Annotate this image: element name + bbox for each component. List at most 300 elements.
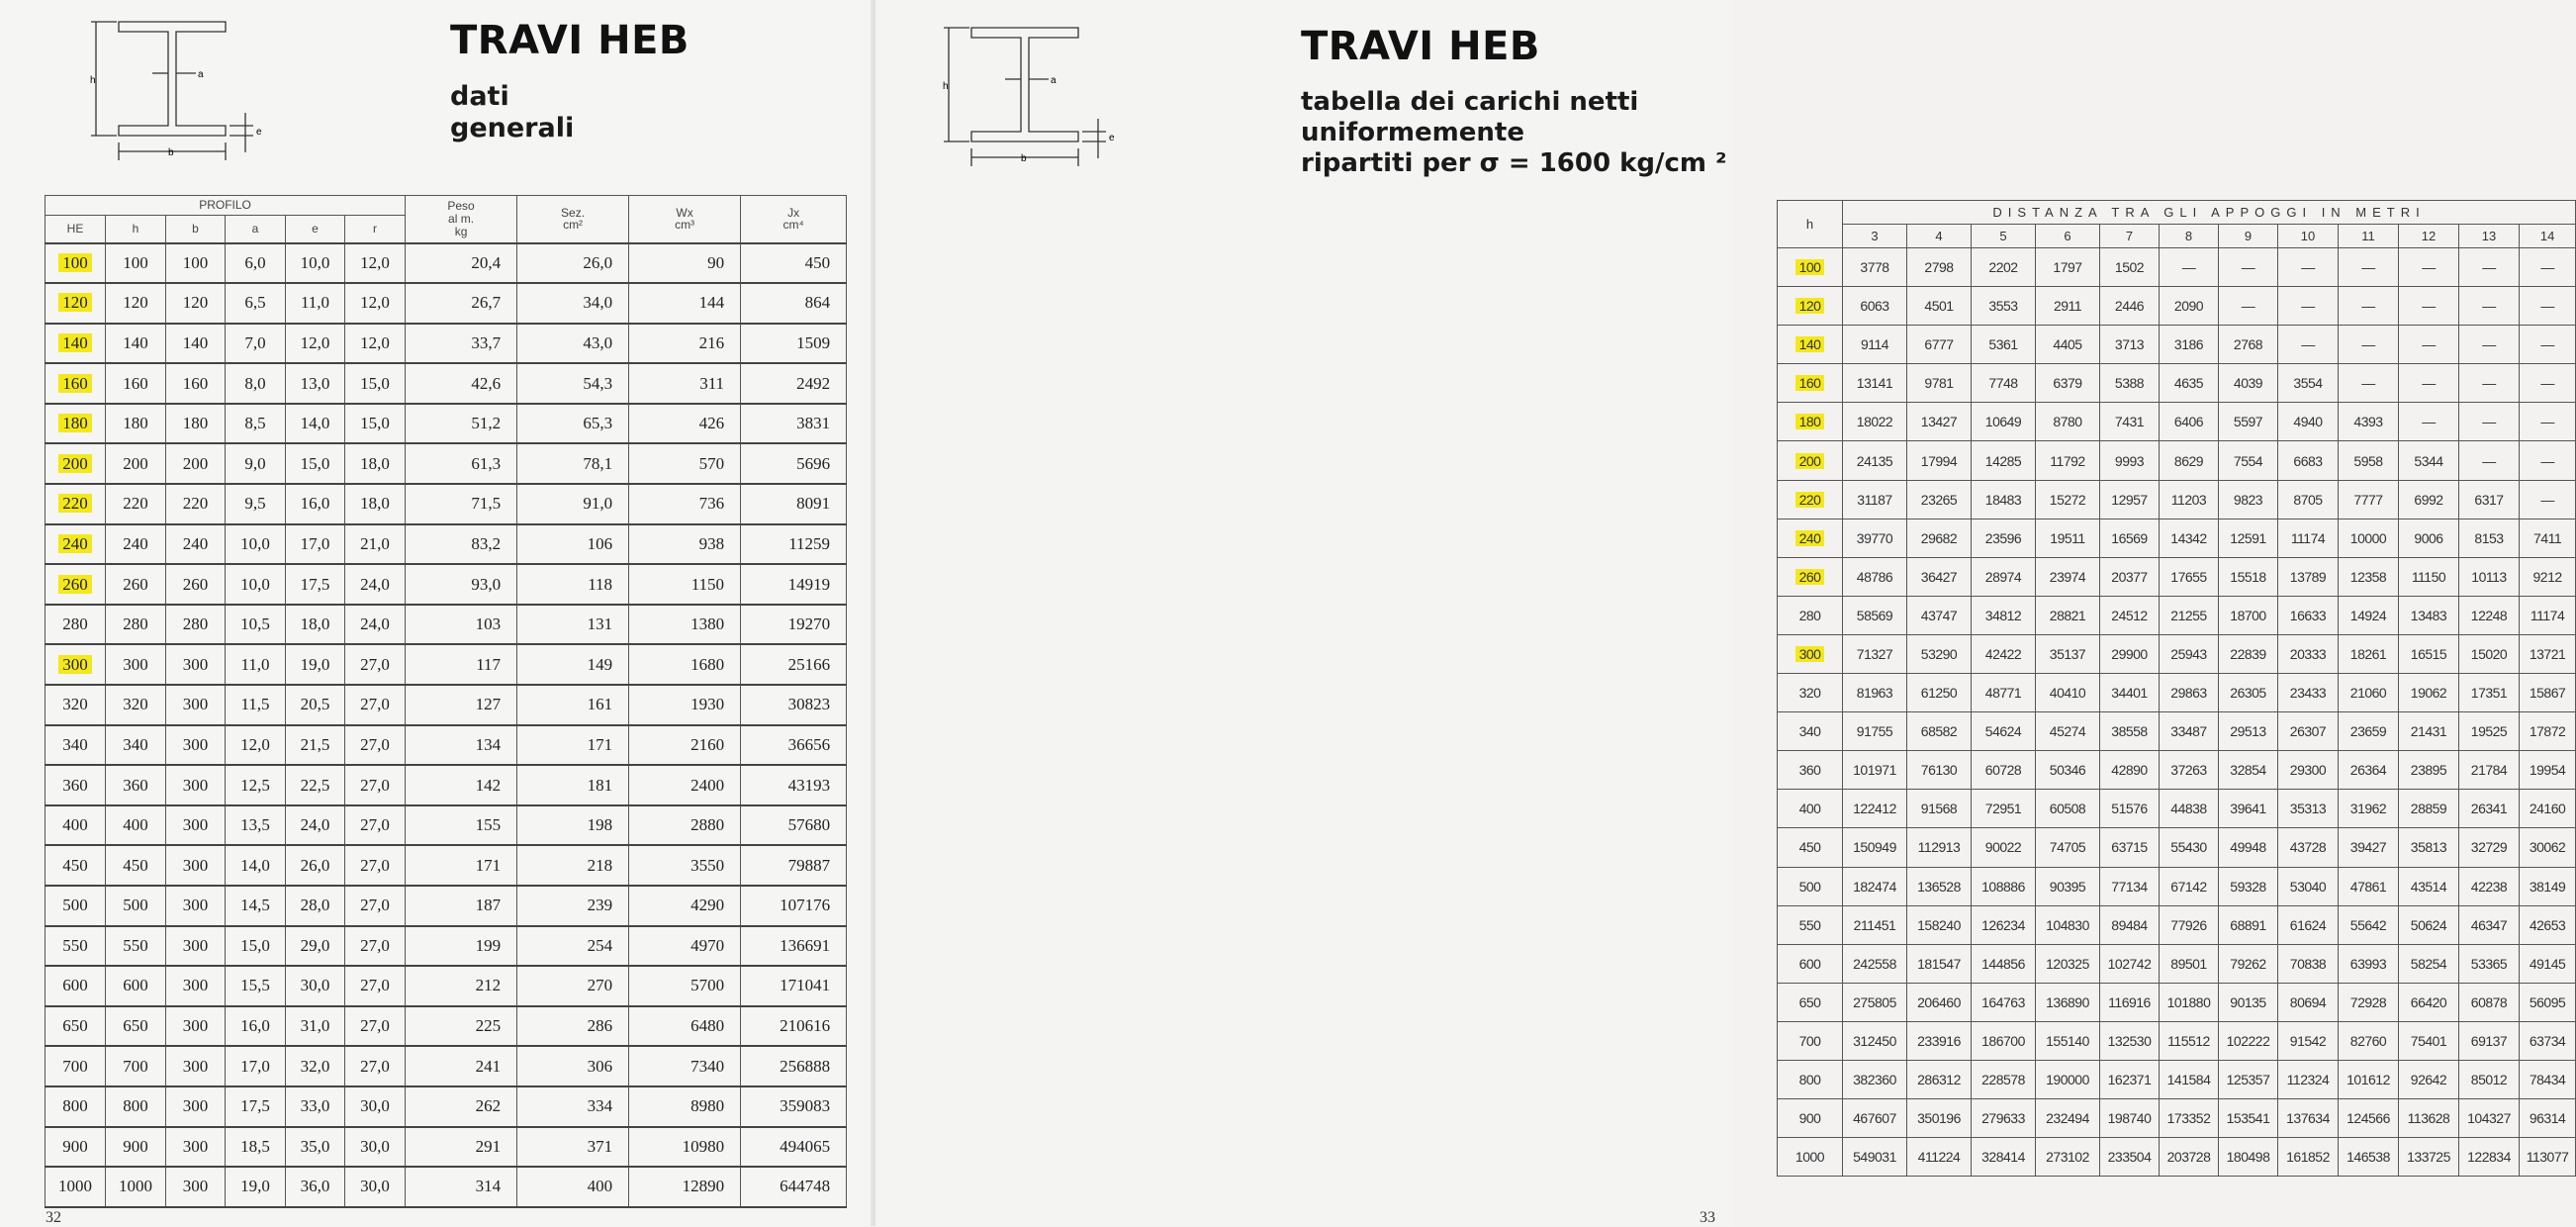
load-cell: 7431 bbox=[2100, 403, 2160, 441]
table-cell: 300 bbox=[166, 805, 226, 846]
table-cell: 27,0 bbox=[345, 1046, 406, 1086]
load-cell: 273102 bbox=[2036, 1138, 2100, 1177]
profile-cell bbox=[46, 443, 106, 484]
table-cell: 320 bbox=[106, 685, 166, 725]
load-cell: 31962 bbox=[2339, 790, 2399, 828]
table-cell: 106 bbox=[517, 524, 629, 565]
table-cell: 57680 bbox=[741, 805, 847, 846]
load-cell: 47861 bbox=[2339, 867, 2399, 905]
table-cell: 4290 bbox=[629, 886, 741, 926]
load-cell: 18700 bbox=[2219, 596, 2278, 634]
table-cell: 2400 bbox=[629, 765, 741, 805]
span-header: 10 bbox=[2278, 225, 2339, 248]
table-row bbox=[1778, 557, 2576, 596]
load-cell: 286312 bbox=[1907, 1060, 1972, 1098]
table-cell: 1150 bbox=[629, 564, 741, 605]
load-cell: 21431 bbox=[2399, 712, 2459, 751]
table-row bbox=[46, 1167, 847, 1207]
table-cell: 27,0 bbox=[345, 805, 406, 846]
load-cell: — bbox=[2520, 480, 2576, 519]
load-cell: 112913 bbox=[1907, 828, 1972, 867]
table-cell: 42,6 bbox=[406, 363, 517, 404]
table-cell: 120 bbox=[106, 283, 166, 324]
table-cell: 938 bbox=[629, 524, 741, 565]
load-cell: 11150 bbox=[2399, 557, 2459, 596]
table-row bbox=[46, 765, 847, 805]
table-cell: 17,0 bbox=[226, 1046, 286, 1086]
load-cell: 113077 bbox=[2520, 1138, 2576, 1177]
ibeam-diagram-left bbox=[87, 16, 275, 164]
load-cell: 7554 bbox=[2219, 441, 2278, 480]
profile-cell: 500 bbox=[1778, 867, 1843, 905]
load-cell: 16515 bbox=[2399, 634, 2459, 673]
table-row bbox=[46, 324, 847, 364]
table-cell: 11,0 bbox=[286, 283, 345, 324]
table-cell: 1000 bbox=[106, 1167, 166, 1207]
table-row bbox=[1778, 751, 2576, 790]
table-cell: 15,0 bbox=[286, 443, 345, 484]
diagram-label-e: e bbox=[1109, 133, 1115, 143]
highlighted-profile: 140 bbox=[1795, 336, 1825, 352]
table-cell: 334 bbox=[517, 1086, 629, 1127]
load-cell: 79262 bbox=[2219, 944, 2278, 983]
table-cell: 8091 bbox=[741, 484, 847, 524]
table-cell: 33,0 bbox=[286, 1086, 345, 1127]
load-cell: — bbox=[2278, 248, 2339, 287]
load-cell: 42238 bbox=[2459, 867, 2520, 905]
profile-cell bbox=[1778, 480, 1843, 519]
table-cell: 5700 bbox=[629, 966, 741, 1006]
table-cell: 149 bbox=[517, 644, 629, 685]
ibeam-diagram-right bbox=[940, 22, 1128, 170]
load-cell: 14342 bbox=[2160, 519, 2219, 557]
table-cell: 171 bbox=[517, 725, 629, 766]
table-cell: 300 bbox=[166, 1046, 226, 1086]
load-cell: 71327 bbox=[1843, 634, 1907, 673]
load-cell: — bbox=[2520, 403, 2576, 441]
load-cell: 211451 bbox=[1843, 905, 1907, 944]
diagram-label-e: e bbox=[256, 127, 262, 138]
highlighted-profile: 160 bbox=[58, 374, 92, 393]
table-cell: 359083 bbox=[741, 1086, 847, 1127]
load-cell: 328414 bbox=[1972, 1138, 2036, 1177]
table-cell: 14,0 bbox=[226, 845, 286, 886]
load-cell: 34401 bbox=[2100, 674, 2160, 712]
table-row bbox=[1778, 248, 2576, 287]
table-row bbox=[46, 926, 847, 967]
load-cell: — bbox=[2459, 364, 2520, 403]
load-cell: 102222 bbox=[2219, 1021, 2278, 1060]
diagram-label-b: b bbox=[1021, 153, 1027, 164]
table-cell: 1509 bbox=[741, 324, 847, 364]
load-cell: 21060 bbox=[2339, 674, 2399, 712]
span-header: 14 bbox=[2520, 225, 2576, 248]
table-cell: 65,3 bbox=[517, 404, 629, 444]
load-cell: 146538 bbox=[2339, 1138, 2399, 1177]
table-cell: 27,0 bbox=[345, 765, 406, 805]
table-row bbox=[1778, 983, 2576, 1021]
span-header: 5 bbox=[1972, 225, 2036, 248]
profile-cell bbox=[1778, 441, 1843, 480]
table-cell: 24,0 bbox=[286, 805, 345, 846]
table-cell: 30,0 bbox=[345, 1167, 406, 1207]
profile-cell bbox=[46, 524, 106, 565]
highlighted-profile: 260 bbox=[58, 575, 92, 594]
table-cell: 6,5 bbox=[226, 283, 286, 324]
group-header-profilo: PROFILO bbox=[46, 196, 406, 216]
table-cell: 93,0 bbox=[406, 564, 517, 605]
table-cell: 117 bbox=[406, 644, 517, 685]
load-cell: 32729 bbox=[2459, 828, 2520, 867]
load-cell: 17655 bbox=[2160, 557, 2219, 596]
load-cell: 549031 bbox=[1843, 1138, 1907, 1177]
table-cell: 800 bbox=[106, 1086, 166, 1127]
table-cell: 400 bbox=[106, 805, 166, 846]
table-row bbox=[1778, 712, 2576, 751]
load-cell: 36427 bbox=[1907, 557, 1972, 596]
table-cell: 160 bbox=[166, 363, 226, 404]
table-cell: 30,0 bbox=[286, 966, 345, 1006]
load-cell: 31187 bbox=[1843, 480, 1907, 519]
table-row bbox=[46, 886, 847, 926]
table-cell: 10,5 bbox=[226, 605, 286, 645]
load-cell: 18022 bbox=[1843, 403, 1907, 441]
table-cell: 140 bbox=[166, 324, 226, 364]
table-cell: 1380 bbox=[629, 605, 741, 645]
profile-cell bbox=[46, 283, 106, 324]
table-cell: 450 bbox=[741, 243, 847, 284]
load-cell: 90395 bbox=[2036, 867, 2100, 905]
load-cell: 4635 bbox=[2160, 364, 2219, 403]
load-cell: 173352 bbox=[2160, 1099, 2219, 1138]
load-cell: 4039 bbox=[2219, 364, 2278, 403]
table-cell: 1680 bbox=[629, 644, 741, 685]
load-cell: 80694 bbox=[2278, 983, 2339, 1021]
table-cell: 120 bbox=[166, 283, 226, 324]
load-cell: 275805 bbox=[1843, 983, 1907, 1021]
load-cell: 55642 bbox=[2339, 905, 2399, 944]
table-row bbox=[1778, 403, 2576, 441]
table-cell: 260 bbox=[166, 564, 226, 605]
load-cell: — bbox=[2459, 248, 2520, 287]
load-cell: — bbox=[2339, 326, 2399, 364]
load-cell: 61624 bbox=[2278, 905, 2339, 944]
load-cell: 60728 bbox=[1972, 751, 2036, 790]
table-cell: 34,0 bbox=[517, 283, 629, 324]
table-cell: 33,7 bbox=[406, 324, 517, 364]
table-cell: 24,0 bbox=[345, 605, 406, 645]
table-cell: 291 bbox=[406, 1127, 517, 1168]
load-cell: 23895 bbox=[2399, 751, 2459, 790]
load-cell: 22839 bbox=[2219, 634, 2278, 673]
profile-cell: 1000 bbox=[46, 1167, 106, 1207]
table-row bbox=[1778, 519, 2576, 557]
load-cell: 16633 bbox=[2278, 596, 2339, 634]
load-cell: 206460 bbox=[1907, 983, 1972, 1021]
load-cell: — bbox=[2520, 326, 2576, 364]
table-cell: 171041 bbox=[741, 966, 847, 1006]
table-cell: 220 bbox=[106, 484, 166, 524]
table-cell: 6480 bbox=[629, 1006, 741, 1047]
load-cell: 39427 bbox=[2339, 828, 2399, 867]
profile-cell bbox=[1778, 287, 1843, 326]
table-cell: 311 bbox=[629, 363, 741, 404]
load-cell: 26307 bbox=[2278, 712, 2339, 751]
load-cell: 5361 bbox=[1972, 326, 2036, 364]
table-cell: 200 bbox=[106, 443, 166, 484]
span-header: 9 bbox=[2219, 225, 2278, 248]
load-cell: — bbox=[2399, 403, 2459, 441]
load-cell: 233916 bbox=[1907, 1021, 1972, 1060]
load-cell: — bbox=[2219, 248, 2278, 287]
load-cell: 91755 bbox=[1843, 712, 1907, 751]
load-cell: 2202 bbox=[1972, 248, 2036, 287]
table-cell: 300 bbox=[166, 685, 226, 725]
column-header: Peso al m. kg bbox=[406, 196, 517, 243]
table-cell: 10,0 bbox=[226, 564, 286, 605]
table-cell: 131 bbox=[517, 605, 629, 645]
load-cell: 68582 bbox=[1907, 712, 1972, 751]
table-cell: 340 bbox=[106, 725, 166, 766]
load-cell: 279633 bbox=[1972, 1099, 2036, 1138]
profile-cell: 450 bbox=[46, 845, 106, 886]
load-cell: 66420 bbox=[2399, 983, 2459, 1021]
table-cell: 494065 bbox=[741, 1127, 847, 1168]
load-cell: 43514 bbox=[2399, 867, 2459, 905]
table-row bbox=[1778, 1060, 2576, 1098]
table-cell: 71,5 bbox=[406, 484, 517, 524]
table-cell: 300 bbox=[166, 886, 226, 926]
load-cell: 101880 bbox=[2160, 983, 2219, 1021]
load-cell: 5344 bbox=[2399, 441, 2459, 480]
subtitle-line: tabella dei carichi netti bbox=[1301, 87, 1639, 117]
load-cell: 34812 bbox=[1972, 596, 2036, 634]
table-cell: 19,0 bbox=[226, 1167, 286, 1207]
profile-cell: 400 bbox=[1778, 790, 1843, 828]
table-cell: 300 bbox=[166, 845, 226, 886]
load-cell: 42653 bbox=[2520, 905, 2576, 944]
table-cell: 13,0 bbox=[286, 363, 345, 404]
load-cell: 8705 bbox=[2278, 480, 2339, 519]
table-row bbox=[46, 966, 847, 1006]
table-cell: 17,5 bbox=[226, 1086, 286, 1127]
table-cell: 300 bbox=[166, 1006, 226, 1047]
load-cell: 9993 bbox=[2100, 441, 2160, 480]
table-row bbox=[46, 1046, 847, 1086]
left-page bbox=[0, 0, 875, 1226]
profile-cell bbox=[46, 363, 106, 404]
load-cell: 155140 bbox=[2036, 1021, 2100, 1060]
table-cell: 240 bbox=[166, 524, 226, 565]
load-cell: 102742 bbox=[2100, 944, 2160, 983]
table-cell: 14,0 bbox=[286, 404, 345, 444]
profile-cell: 800 bbox=[46, 1086, 106, 1127]
table-cell: 12,5 bbox=[226, 765, 286, 805]
table-row bbox=[46, 524, 847, 565]
load-cell: — bbox=[2160, 248, 2219, 287]
table-cell: 18,5 bbox=[226, 1127, 286, 1168]
table-cell: 83,2 bbox=[406, 524, 517, 565]
table-cell: 142 bbox=[406, 765, 517, 805]
highlighted-profile: 200 bbox=[1795, 453, 1825, 469]
load-cell: 35137 bbox=[2036, 634, 2100, 673]
profile-cell: 340 bbox=[1778, 712, 1843, 751]
load-cell: 2446 bbox=[2100, 287, 2160, 326]
load-cell: 232494 bbox=[2036, 1099, 2100, 1138]
span-header: 4 bbox=[1907, 225, 1972, 248]
page-subtitle bbox=[450, 81, 574, 145]
table-cell: 700 bbox=[106, 1046, 166, 1086]
load-cell: 15272 bbox=[2036, 480, 2100, 519]
load-cell: 13427 bbox=[1907, 403, 1972, 441]
load-cell: 10649 bbox=[1972, 403, 2036, 441]
load-cell: 158240 bbox=[1907, 905, 1972, 944]
load-cell: 14285 bbox=[1972, 441, 2036, 480]
load-cell: 136890 bbox=[2036, 983, 2100, 1021]
table-cell: 3550 bbox=[629, 845, 741, 886]
load-cell: 58569 bbox=[1843, 596, 1907, 634]
span-header: 3 bbox=[1843, 225, 1907, 248]
load-cell: 19954 bbox=[2520, 751, 2576, 790]
table-cell: 27,0 bbox=[345, 845, 406, 886]
table-cell: 61,3 bbox=[406, 443, 517, 484]
load-cell: 312450 bbox=[1843, 1021, 1907, 1060]
load-cell: 9781 bbox=[1907, 364, 1972, 403]
table-cell: 15,5 bbox=[226, 966, 286, 1006]
table-cell: 12,0 bbox=[345, 243, 406, 284]
table-cell: 10,0 bbox=[226, 524, 286, 565]
load-cell: 28974 bbox=[1972, 557, 2036, 596]
load-cell: 59328 bbox=[2219, 867, 2278, 905]
load-cell: 13721 bbox=[2520, 634, 2576, 673]
table-cell: 181 bbox=[517, 765, 629, 805]
load-cell: 3553 bbox=[1972, 287, 2036, 326]
load-cell: 39641 bbox=[2219, 790, 2278, 828]
highlighted-profile: 140 bbox=[58, 333, 92, 352]
table-cell: 19,0 bbox=[286, 644, 345, 685]
load-cell: 2911 bbox=[2036, 287, 2100, 326]
load-cell: 40410 bbox=[2036, 674, 2100, 712]
table-cell: 21,5 bbox=[286, 725, 345, 766]
table-cell: 2160 bbox=[629, 725, 741, 766]
highlighted-profile: 260 bbox=[1795, 569, 1825, 585]
load-cell: 18483 bbox=[1972, 480, 2036, 519]
load-cell: 28859 bbox=[2399, 790, 2459, 828]
load-cell: 35813 bbox=[2399, 828, 2459, 867]
profile-cell: 700 bbox=[1778, 1021, 1843, 1060]
table-row bbox=[1778, 634, 2576, 673]
table-row bbox=[46, 605, 847, 645]
table-cell: 280 bbox=[106, 605, 166, 645]
load-cell: 116916 bbox=[2100, 983, 2160, 1021]
load-cell: — bbox=[2219, 287, 2278, 326]
load-cell: 7777 bbox=[2339, 480, 2399, 519]
table-cell: 300 bbox=[166, 1086, 226, 1127]
load-cell: 29300 bbox=[2278, 751, 2339, 790]
load-cell: 9212 bbox=[2520, 557, 2576, 596]
load-cell: 24135 bbox=[1843, 441, 1907, 480]
load-cell: 32854 bbox=[2219, 751, 2278, 790]
table-cell: 26,0 bbox=[286, 845, 345, 886]
table-cell: 10,0 bbox=[286, 243, 345, 284]
table-cell: 180 bbox=[166, 404, 226, 444]
load-cell: — bbox=[2339, 248, 2399, 287]
load-cell: 124566 bbox=[2339, 1099, 2399, 1138]
page-number: 33 bbox=[1700, 1209, 1715, 1226]
load-cell: 16569 bbox=[2100, 519, 2160, 557]
table-cell: 212 bbox=[406, 966, 517, 1006]
table-cell: 864 bbox=[741, 283, 847, 324]
table-cell: 306 bbox=[517, 1046, 629, 1086]
load-cell: — bbox=[2459, 441, 2520, 480]
load-cell: 4501 bbox=[1907, 287, 1972, 326]
table-cell: 15,0 bbox=[226, 926, 286, 967]
load-cell: 15518 bbox=[2219, 557, 2278, 596]
table-cell: 19270 bbox=[741, 605, 847, 645]
load-cell: — bbox=[2399, 364, 2459, 403]
profile-cell: 1000 bbox=[1778, 1138, 1843, 1177]
table-row bbox=[1778, 480, 2576, 519]
load-cell: 11203 bbox=[2160, 480, 2219, 519]
table-cell: 500 bbox=[106, 886, 166, 926]
load-cell: 17351 bbox=[2459, 674, 2520, 712]
highlighted-profile: 240 bbox=[1795, 530, 1825, 546]
profile-cell: 550 bbox=[46, 926, 106, 967]
load-cell: 382360 bbox=[1843, 1060, 1907, 1098]
column-header: Wx cm³ bbox=[629, 196, 741, 243]
load-cell: 33487 bbox=[2160, 712, 2219, 751]
profile-cell: 320 bbox=[46, 685, 106, 725]
table-row bbox=[1778, 828, 2576, 867]
load-cell: 28821 bbox=[2036, 596, 2100, 634]
table-cell: 30,0 bbox=[345, 1086, 406, 1127]
profile-cell bbox=[46, 243, 106, 284]
load-cell: 76130 bbox=[1907, 751, 1972, 790]
load-cell: 2798 bbox=[1907, 248, 1972, 287]
table-cell: 300 bbox=[166, 765, 226, 805]
load-cell: 9006 bbox=[2399, 519, 2459, 557]
table-cell: 300 bbox=[166, 966, 226, 1006]
table-cell: 218 bbox=[517, 845, 629, 886]
table-row bbox=[46, 1127, 847, 1168]
load-cell: 3186 bbox=[2160, 326, 2219, 364]
load-cell: 18261 bbox=[2339, 634, 2399, 673]
table-cell: 100 bbox=[106, 243, 166, 284]
load-cell: 203728 bbox=[2160, 1138, 2219, 1177]
column-header: Sez. cm² bbox=[517, 196, 629, 243]
load-cell: 49948 bbox=[2219, 828, 2278, 867]
subtitle-line: uniformemente bbox=[1301, 118, 1524, 148]
load-cell: 122412 bbox=[1843, 790, 1907, 828]
highlighted-profile: 100 bbox=[1795, 259, 1825, 275]
load-cell: — bbox=[2520, 441, 2576, 480]
table-cell: 134 bbox=[406, 725, 517, 766]
load-cell: 21784 bbox=[2459, 751, 2520, 790]
load-cell: 91542 bbox=[2278, 1021, 2339, 1060]
load-cell: 6317 bbox=[2459, 480, 2520, 519]
load-cell: 63734 bbox=[2520, 1021, 2576, 1060]
table-row bbox=[1778, 596, 2576, 634]
load-cell: 198740 bbox=[2100, 1099, 2160, 1138]
load-cell: 43747 bbox=[1907, 596, 1972, 634]
table-cell: 240 bbox=[106, 524, 166, 565]
table-cell: 360 bbox=[106, 765, 166, 805]
table-cell: 450 bbox=[106, 845, 166, 886]
load-cell: 136528 bbox=[1907, 867, 1972, 905]
table-cell: 27,0 bbox=[345, 644, 406, 685]
profile-cell bbox=[46, 564, 106, 605]
load-cell: 38149 bbox=[2520, 867, 2576, 905]
